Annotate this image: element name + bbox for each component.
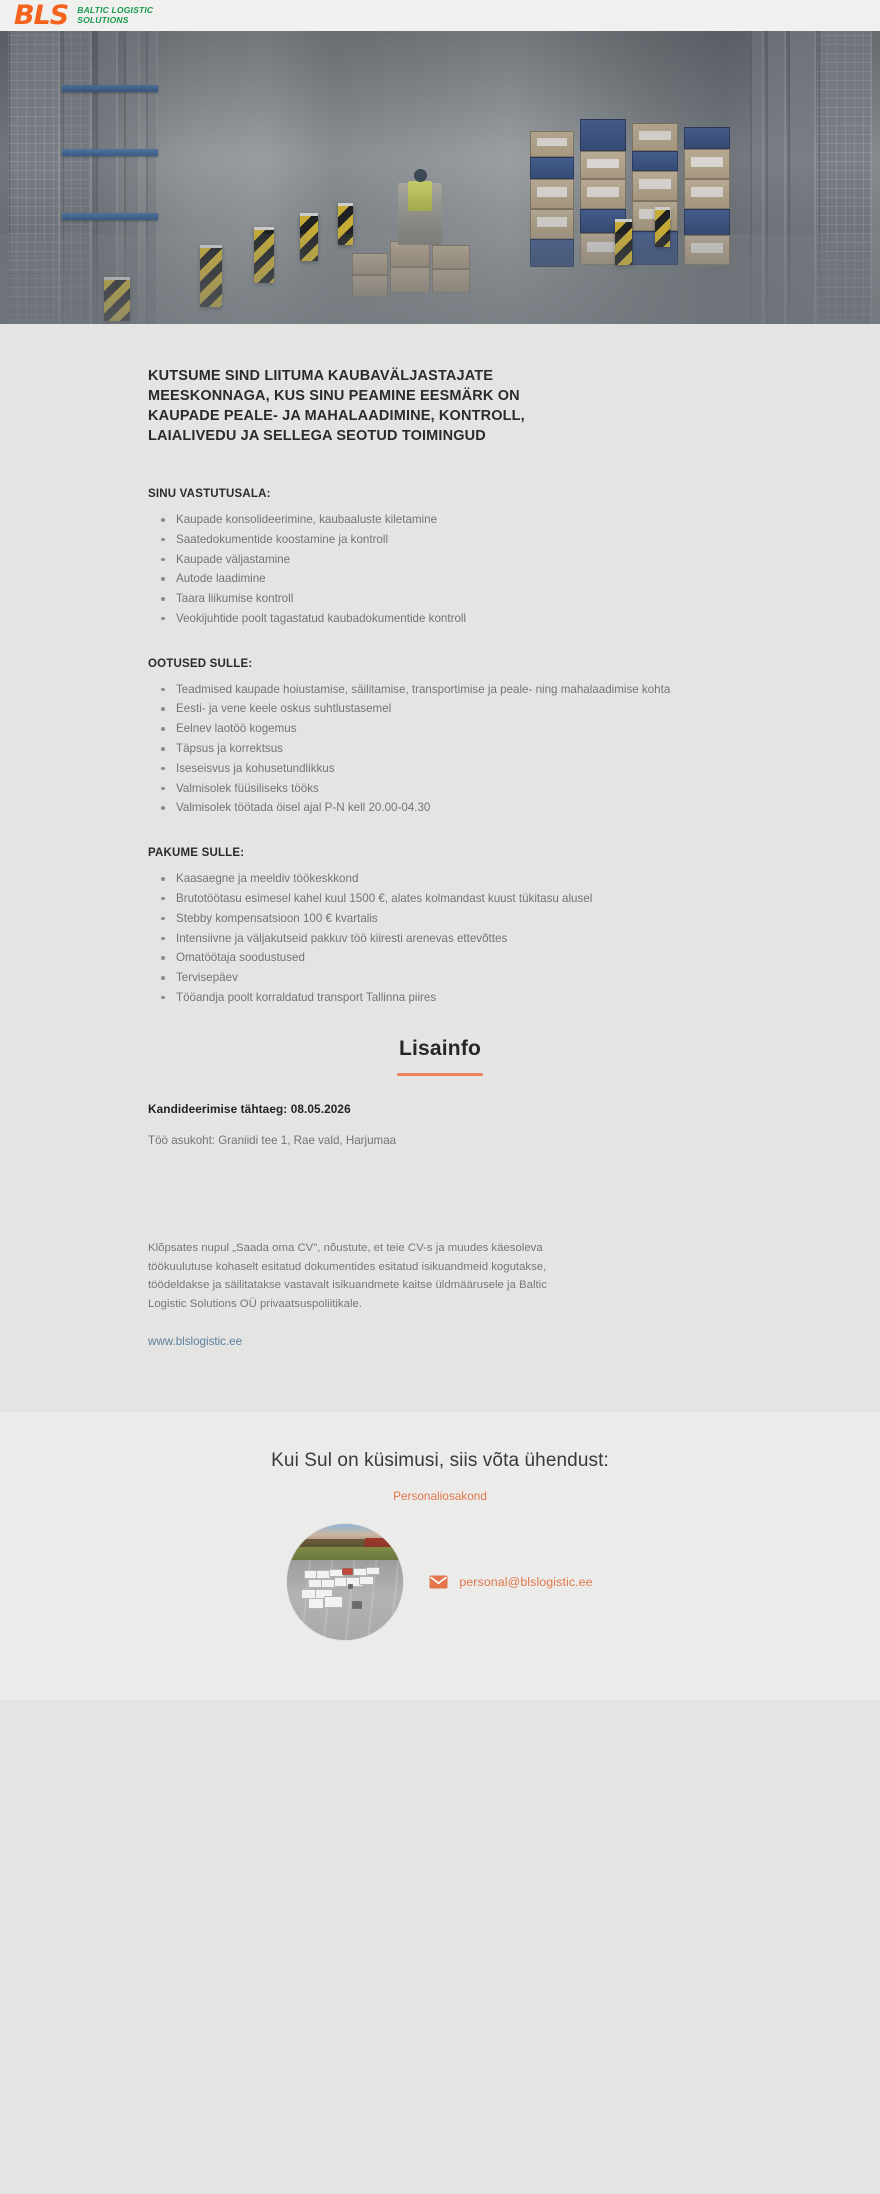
section-expectations <box>148 658 732 818</box>
list-item: Brutotöötasu esimesel kahel kuul 1500 €, alates kolmandast kuust tükitasu alusel <box>176 890 732 909</box>
offer-list <box>148 870 732 1007</box>
heading-underline-divider <box>397 1073 483 1077</box>
logo-wordmark: BLS <box>14 0 69 31</box>
list-item: Autode laadimine <box>176 570 732 589</box>
gdpr-consent-text: Klõpsates nupul „Saada oma CV", nõustute, et teie CV-s ja muudes käesoleva töökuulutuse kohaselt esitatud dokumentides esitatud isikuandmeid kogutakse, töödeldakse ja säilitatakse vastavalt isikuandmete kaitse üldmäärusele ja Baltic Logistic Solutions OÜ privaatsuspoliitikale. <box>148 1242 547 1310</box>
hero-overlay <box>0 31 880 324</box>
company-website-link[interactable]: www.blslogistic.ee <box>148 1335 243 1348</box>
site-header <box>0 0 880 31</box>
list-item: Valmisolek füüsiliseks tööks <box>176 780 732 799</box>
page-title: KUTSUME SIND LIITUMA KAUBAVÄLJASTAJATE MEESKONNAGA, KUS SINU PEAMINE EESMÄRK ON KAUPADE PEALE- JA MAHALAADIMINE, KONTROLL, LAIALIVEDU JA SELLEGA SEOTUD TOIMINGUD <box>148 368 525 444</box>
additional-info-heading: Lisainfo <box>398 1036 482 1060</box>
bls-logo[interactable] <box>14 2 153 29</box>
list-item: Tervisepäev <box>176 969 732 988</box>
contact-heading: Kui Sul on küsimusi, siis võta ühendust: <box>271 1450 609 1471</box>
list-item: Tööandja poolt korraldatud transport Tallinna piires <box>176 989 732 1008</box>
list-item: Teadmised kaupade hoiustamise, säilitamise, transportimise ja peale- ning mahalaadimise kohta <box>176 681 732 700</box>
section-heading: SINU VASTUTUSALA: <box>148 488 271 500</box>
list-item: Kaupade väljastamine <box>176 551 732 570</box>
additional-info-section <box>148 1037 732 1077</box>
list-item: Veokijuhtide poolt tagastatud kaubadokumentide kontroll <box>176 610 732 629</box>
expectations-list <box>148 681 732 818</box>
section-heading: PAKUME SULLE: <box>148 847 245 860</box>
list-item: Kaasaegne ja meeldiv töökeskkond <box>176 870 732 889</box>
logo-tagline-line1: BALTIC LOGISTIC <box>77 4 154 15</box>
list-item: Täpsus ja korrektsus <box>176 740 732 759</box>
job-location: Töö asukoht: Graniidi tee 1, Rae vald, Harjumaa <box>148 1134 397 1148</box>
job-content <box>0 324 880 1350</box>
logo-tagline <box>77 6 153 26</box>
contact-email-link[interactable]: personal@blslogistic.ee <box>459 1575 593 1589</box>
list-item: Eelnev laotöö kogemus <box>176 720 732 739</box>
list-item: Valmisolek töötada öisel ajal P-N kell 20.00-04.30 <box>176 799 732 818</box>
list-item: Intensiivne ja väljakutseid pakkuv töö kiiresti arenevas ettevõttes <box>176 930 732 949</box>
hero-banner-image <box>0 31 880 324</box>
logo-tagline-line2: SOLUTIONS <box>77 14 129 25</box>
list-item: Stebby kompensatsioon 100 € kvartalis <box>176 910 732 929</box>
application-deadline: Kandideerimise tähtaeg: 08.05.2026 <box>148 1102 351 1117</box>
list-item: Saatedokumentide koostamine ja kontroll <box>176 531 732 550</box>
list-item: Iseseisvus ja kohusetundlikkus <box>176 760 732 779</box>
email-block[interactable] <box>429 1575 592 1589</box>
contact-row <box>0 1524 880 1640</box>
envelope-icon <box>429 1575 448 1589</box>
list-item: Omatöötaja soodustused <box>176 949 732 968</box>
section-heading: OOTUSED SULLE: <box>148 657 253 670</box>
section-offer <box>148 847 732 1007</box>
avatar <box>287 1524 403 1640</box>
section-responsibilities <box>148 488 732 629</box>
contact-department: Personaliosakond <box>393 1489 487 1503</box>
responsibilities-list <box>148 511 732 629</box>
list-item: Kaupade konsolideerimine, kaubaaluste kiletamine <box>176 511 732 530</box>
list-item: Eesti- ja vene keele oskus suhtlustasemel <box>176 700 732 719</box>
contact-section <box>0 1412 880 1700</box>
list-item: Taara liikumise kontroll <box>176 590 732 609</box>
